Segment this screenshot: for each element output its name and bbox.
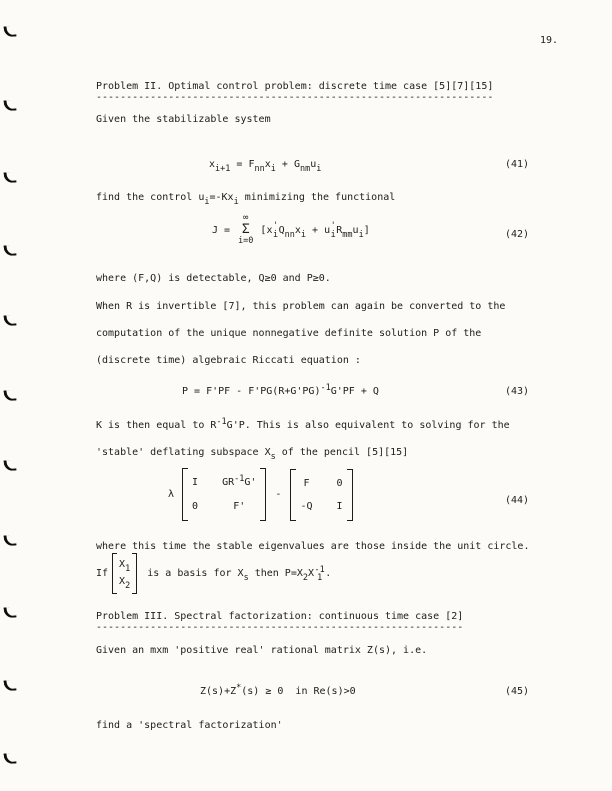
binder-mark xyxy=(3,459,16,471)
problem2-paragraph-line: When R is invertible [7], this problem can again be converted to the xyxy=(96,301,506,312)
vector-cell: $X_2$ xyxy=(119,576,131,591)
problem3-intro: Given an mxm 'positive real' rational matrix Z(s), i.e. xyxy=(96,645,428,656)
problem2-find-line: find the control $u_i=-Kx_i$ minimizing the functional xyxy=(96,192,396,207)
problem2-paragraph-line: where this time the stable eigenvalues are those inside the unit circle. xyxy=(96,541,530,552)
equation-42-body: [x ' i $Q_{nn}x_i + u$ ' i $R_{mm}u_i$] xyxy=(260,221,370,240)
binder-mark xyxy=(3,679,16,691)
sum-lower-limit: i=0 xyxy=(238,236,254,247)
if-label: If xyxy=(96,568,109,579)
matrix-cell: 0 xyxy=(336,477,343,489)
equation-42-number: (42) xyxy=(505,229,530,240)
binder-mark xyxy=(3,244,16,256)
equation-45: Z(s)+Z*(s) ≥ 0 in Re(s)>0 xyxy=(200,682,356,697)
matrix-cell: -Q xyxy=(300,500,313,512)
lambda-symbol: λ xyxy=(168,489,175,500)
equation-42-lhs: J = xyxy=(212,224,231,236)
problem2-paragraph-line: (discrete time) algebraic Riccati equation : xyxy=(96,355,361,366)
problem2-heading-rule: ------------------------------------------------------------------ xyxy=(96,92,494,103)
binder-mark xyxy=(3,389,16,401)
equation-43-number: (43) xyxy=(505,386,530,397)
matrix-cell: F xyxy=(303,477,310,489)
matrix-cell: 0 xyxy=(192,501,199,512)
binder-mark xyxy=(3,752,16,764)
binder-mark xyxy=(3,25,16,37)
equation-41: $x_{i+1} = F_{nn}x_i + G_{nm}u_i$ xyxy=(209,159,322,174)
matrix-cell: I xyxy=(336,500,343,512)
column-vector xyxy=(112,553,137,594)
equation-45-number: (45) xyxy=(505,686,530,697)
matrix-cell: I xyxy=(192,477,199,488)
sigma-icon: Σ xyxy=(241,222,250,238)
binder-mark xyxy=(3,314,16,326)
binder-mark xyxy=(3,171,16,183)
equation-43: $P = F'PF - F'PG(R+G'PG)^{-1}G'PF + Q$ xyxy=(182,382,379,397)
problem3-heading: Problem III. Spectral factorization: continuous time case [2] xyxy=(96,611,464,622)
equation-41-number: (41) xyxy=(505,159,530,170)
problem2-paragraph-line: K is then equal to $R^{-1}G'P$. This is also equivalent to solving for the xyxy=(96,416,510,431)
matrix-right xyxy=(290,469,352,521)
binder-mark xyxy=(3,99,16,111)
matrix-cell: $GR^{-1}G'$ xyxy=(222,473,257,488)
binder-mark xyxy=(3,534,16,546)
problem2-intro: Given the stabilizable system xyxy=(96,114,271,125)
problem2-heading: Problem II. Optimal control problem: discrete time case [5][7][15] xyxy=(96,81,494,92)
binder-mark xyxy=(3,606,16,618)
matrix-left xyxy=(182,468,266,521)
problem3-outro: find a 'spectral factorization' xyxy=(96,720,283,731)
minus-symbol: - xyxy=(275,489,282,500)
page-number: 19. xyxy=(540,35,559,46)
problem2-paragraph-line: 'stable' deflating subspace $X_s$ of the pencil [5][15] xyxy=(96,447,409,462)
equation-42 xyxy=(212,214,370,246)
problem3-heading-rule: ------------------------------------------------------------- xyxy=(96,622,464,633)
sum-upper-limit: ∞ xyxy=(243,213,249,223)
vector-cell: $X_1$ xyxy=(119,559,131,574)
problem2-paragraph-line: computation of the unique nonnegative definite solution P of the xyxy=(96,328,482,339)
summation-symbol xyxy=(238,214,253,246)
problem2-paragraph-line: where (F,Q) is detectable, Q≥0 and P≥0. xyxy=(96,273,331,284)
equation-44 xyxy=(168,468,353,521)
basis-vector-text: is a basis for $X_s$ then $P=X_2X$ -1 1 . xyxy=(141,564,332,583)
equation-44-number: (44) xyxy=(505,495,530,506)
basis-vector-line xyxy=(96,553,331,594)
matrix-cell: F' xyxy=(233,501,246,512)
